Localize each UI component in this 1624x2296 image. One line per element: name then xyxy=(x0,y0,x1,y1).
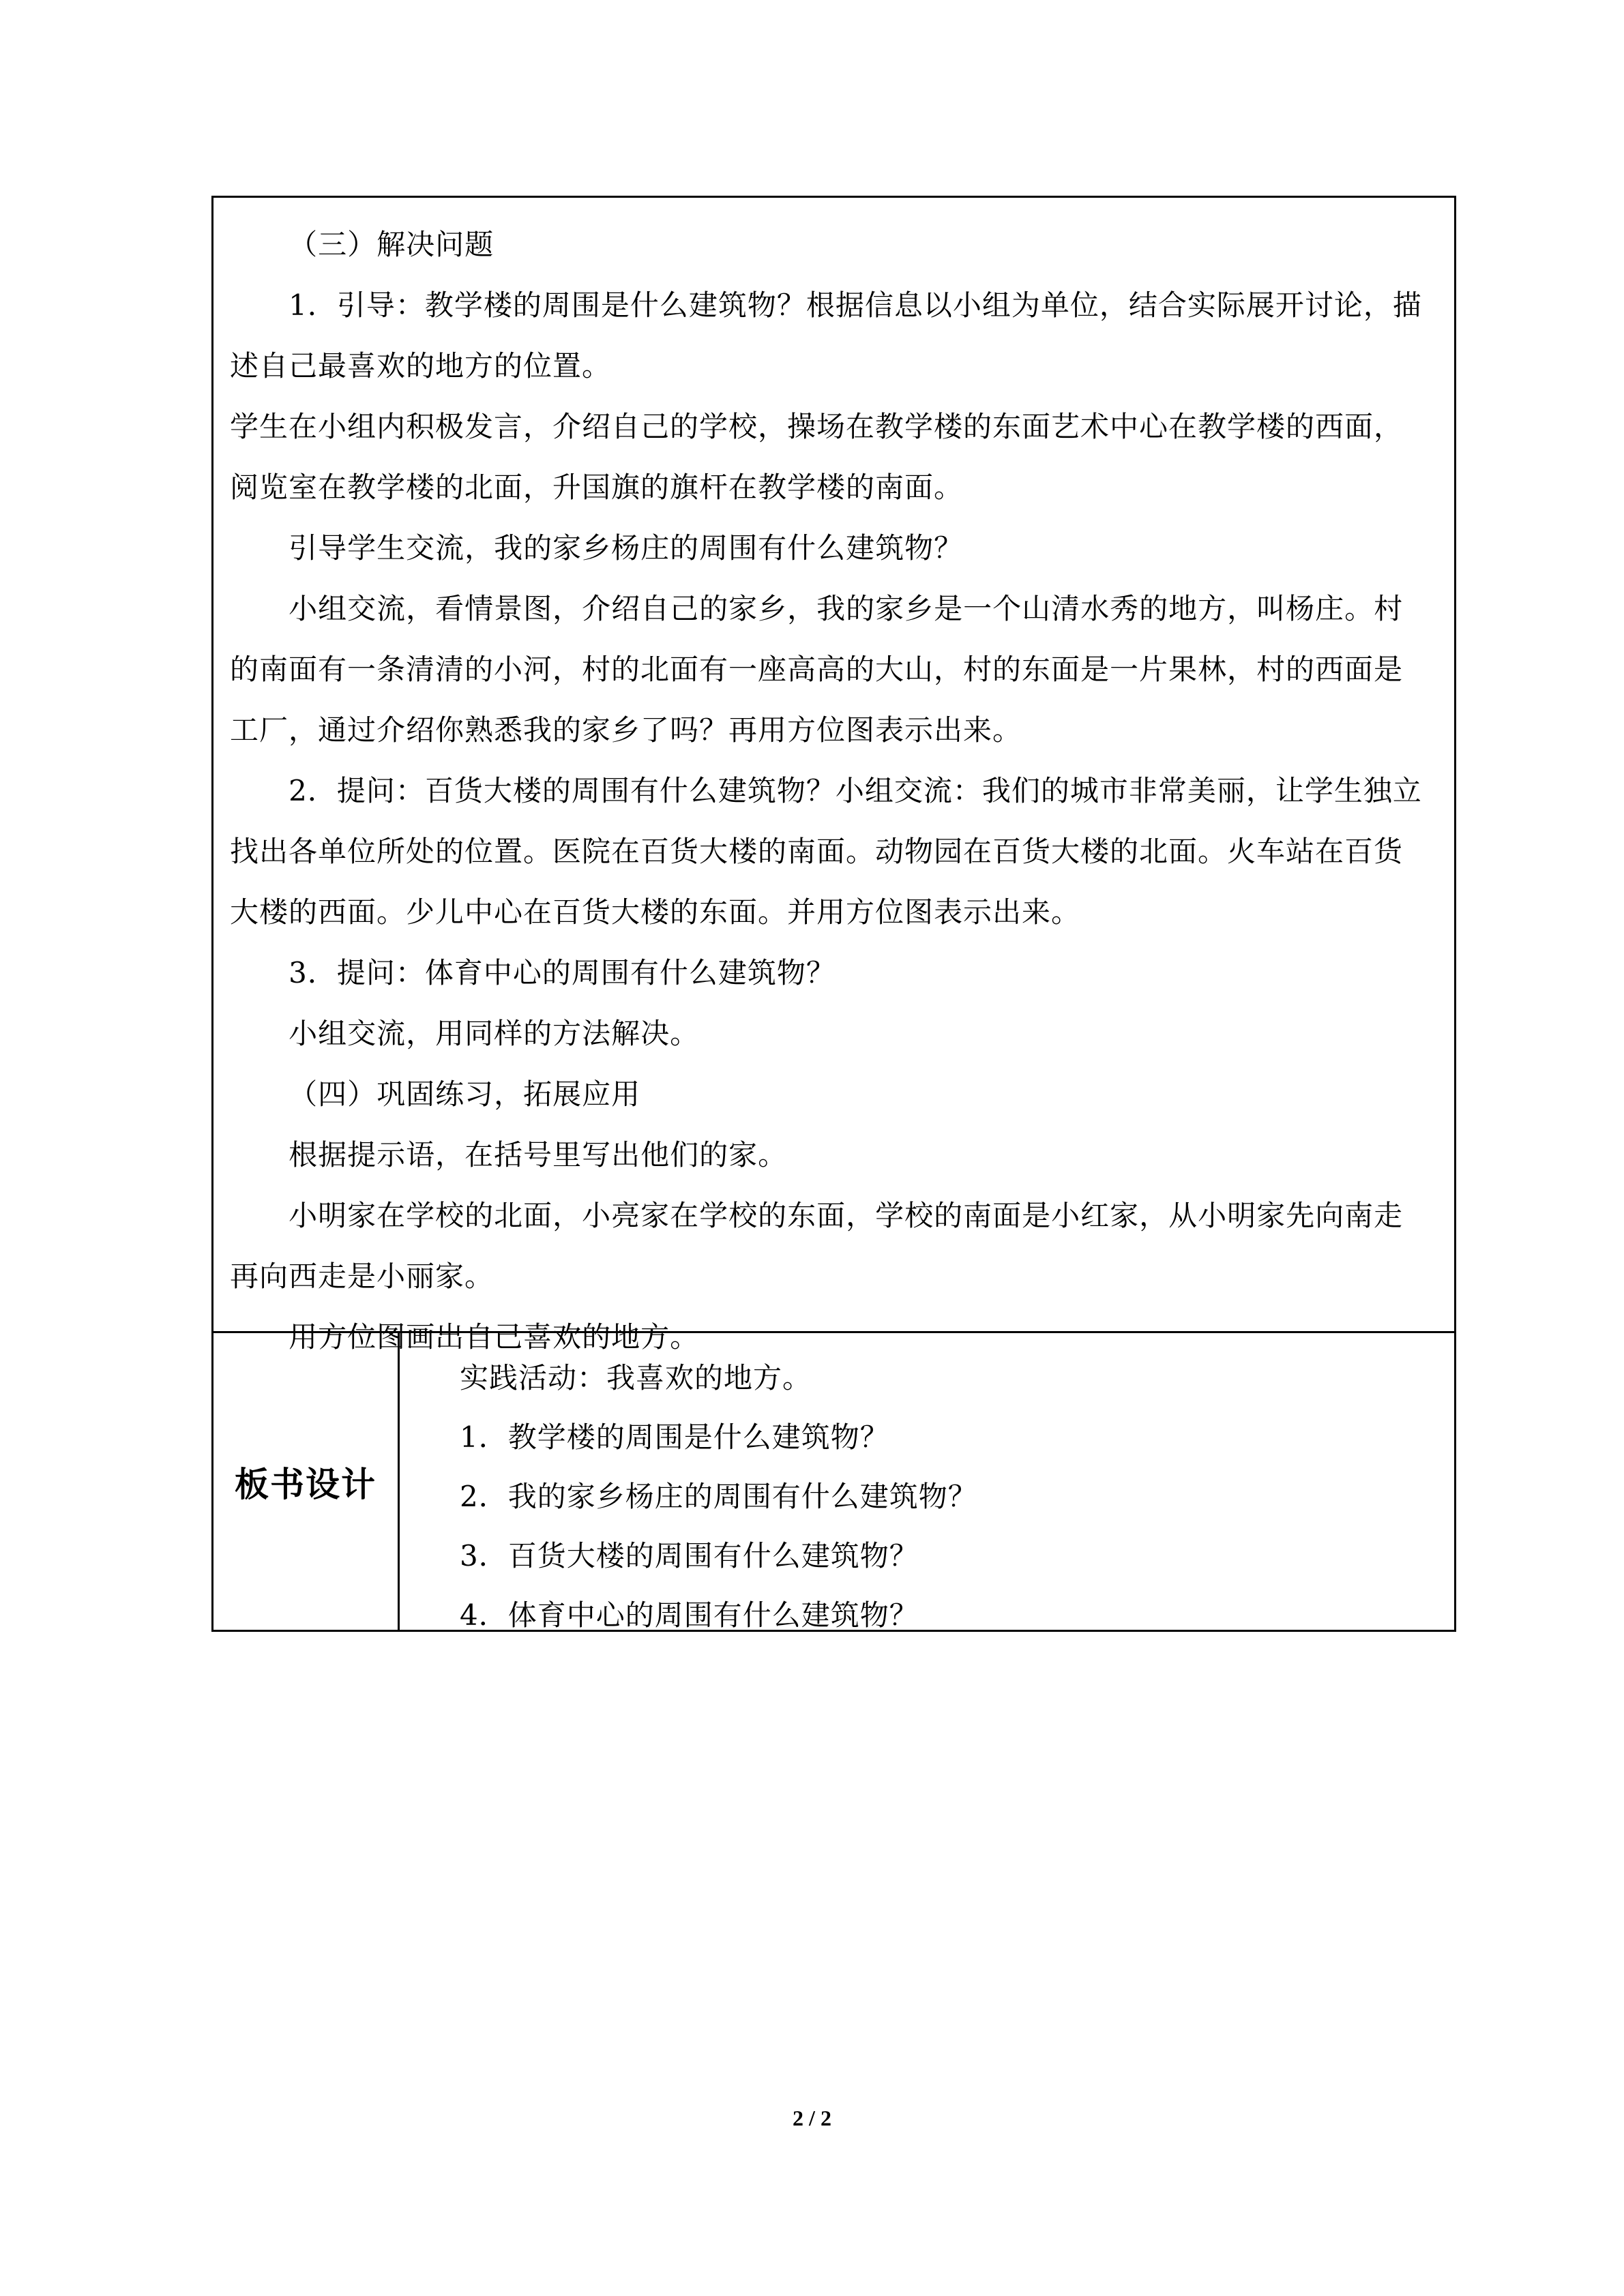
paragraph-department-store: 2．提问：百货大楼的周围有什么建筑物？小组交流：我们的城市非常美丽，让学生独立找出各单位所处的位置。医院在百货大楼的南面。动物园在百货大楼的北面。火车站在百货大楼的西面。少儿中心在百货大楼的东面。并用方位图表示出来。 xyxy=(230,774,1422,929)
paragraph-heading-practice: （四）巩固练习，拓展应用 xyxy=(289,1077,641,1111)
board-line-3: 3．百货大楼的周围有什么建筑物？ xyxy=(460,1539,919,1572)
lesson-content-cell xyxy=(211,196,1456,1354)
paragraph-sports-center: 3．提问：体育中心的周围有什么建筑物？ xyxy=(289,956,836,989)
board-line-4: 4．体育中心的周围有什么建筑物？ xyxy=(460,1598,919,1632)
paragraph-xiaoming-home: 小明家在学校的北面，小亮家在学校的东面，学校的南面是小红家，从小明家先向南走再向西走是小丽家。 xyxy=(230,1199,1404,1293)
board-line-title: 实践活动：我喜欢的地方。 xyxy=(460,1361,812,1395)
board-design-label: 板书设计 xyxy=(213,1333,400,1630)
paragraph-draw-favorite: 用方位图画出自己喜欢的地方。 xyxy=(289,1320,700,1354)
paragraph-students-speak: 学生在小组内积极发言，介绍自己的学校，操场在教学楼的东面艺术中心在教学楼的西面，阅览室在教学楼的北面，升国旗的旗杆在教学楼的南面。 xyxy=(230,410,1404,504)
board-design-row xyxy=(211,1331,1456,1632)
paragraph-group-hometown: 小组交流，看情景图，介绍自己的家乡，我的家乡是一个山清水秀的地方，叫杨庄。村的南面有一条清清的小河，村的北面有一座高高的大山，村的东面是一片果林，村的西面是工厂，通过介绍你熟悉我的家乡了吗？再用方位图表示出来。 xyxy=(230,592,1404,747)
paragraph-guide-hometown: 引导学生交流，我的家乡杨庄的周围有什么建筑物？ xyxy=(289,531,964,565)
board-line-2: 2．我的家乡杨庄的周围有什么建筑物？ xyxy=(460,1480,977,1513)
page-number: 2 / 2 xyxy=(793,2106,831,2130)
board-line-1: 1．教学楼的周围是什么建筑物？ xyxy=(460,1420,889,1454)
paragraph-heading-solve-problems: （三）解决问题 xyxy=(289,228,494,261)
board-design-content xyxy=(400,1333,1454,1630)
paragraph-hint-homes: 根据提示语，在括号里写出他们的家。 xyxy=(289,1138,788,1172)
paragraph-same-method: 小组交流，用同样的方法解决。 xyxy=(289,1017,700,1050)
paragraph-guide-teaching-building: 1．引导：教学楼的周围是什么建筑物？根据信息以小组为单位，结合实际展开讨论，描述自己最喜欢的地方的位置。 xyxy=(230,288,1422,383)
